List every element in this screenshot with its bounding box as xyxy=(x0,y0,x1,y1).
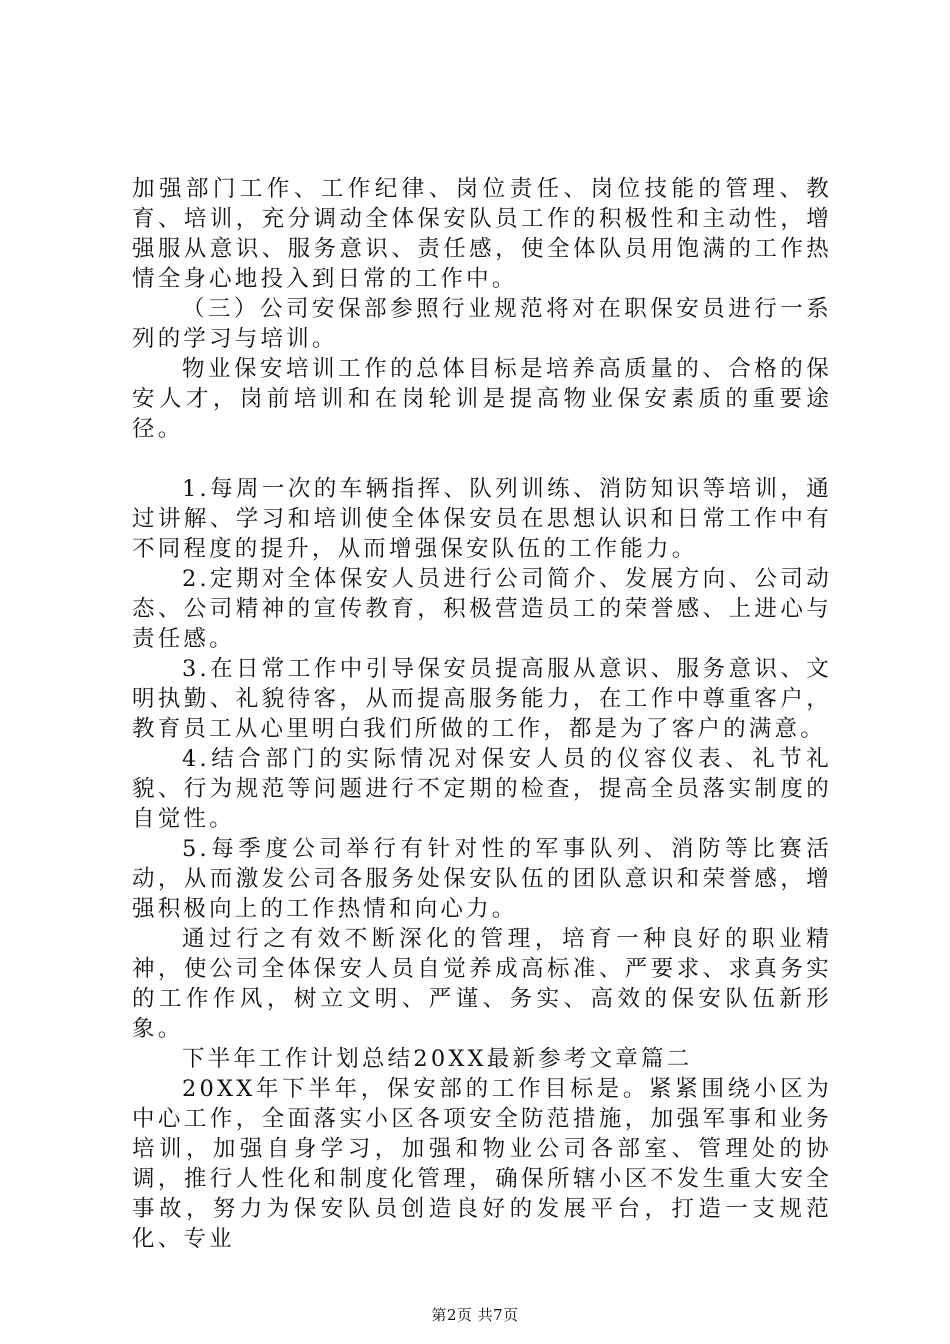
paragraph-continuation: 加强部门工作、工作纪律、岗位责任、岗位技能的管理、教育、培训，充分调动全体保安队员工作的积极性和主动性，增强服从意识、服务意识、责任感，使全体队员用饱满的工作热情全身心地投入到日常的工作中。 xyxy=(132,176,832,292)
paragraph-training-goal: 物业保安培训工作的总体目标是培养高质量的、合格的保安人才，岗前培训和在岗轮训是提高物业保安素质的重要途径。 xyxy=(132,356,832,442)
document-body xyxy=(132,174,832,1254)
section-heading-part-two: 下半年工作计划总结20XX最新参考文章篇二 xyxy=(182,1046,693,1072)
paragraph-part-two-goal: 20XX年下半年，保安部的工作目标是。紧紧围绕小区为中心工作，全面落实小区各项安全防范措施，加强军事和业务培训，加强自身学习，加强和物业公司各部室、管理处的协调，推行人性化和制度化管理，确保所辖小区不发生重大安全事故，努力为保安队员创造良好的发展平台，打造一支规范化、专业 xyxy=(132,1076,832,1252)
list-item-1: 1.每周一次的车辆指挥、队列训练、消防知识等培训，通过讲解、学习和培训使全体保安员在思想认识和日常工作中有不同程度的提升，从而增强保安队伍的工作能力。 xyxy=(132,476,832,562)
paragraph-summary: 通过行之有效不断深化的管理，培育一种良好的职业精神，使公司全体保安人员自觉养成高标准、严要求、求真务实的工作作风，树立文明、严谨、务实、高效的保安队伍新形象。 xyxy=(132,926,832,1042)
list-item-5: 5.每季度公司举行有针对性的军事队列、消防等比赛活动，从而激发公司各服务处保安队伍的团队意识和荣誉感，增强积极向上的工作热情和向心力。 xyxy=(132,836,832,922)
list-item-3: 3.在日常工作中引导保安员提高服从意识、服务意识、文明执勤、礼貌待客，从而提高服务能力，在工作中尊重客户，教育员工从心里明白我们所做的工作，都是为了客户的满意。 xyxy=(132,656,832,742)
list-item-2: 2.定期对全体保安人员进行公司简介、发展方向、公司动态、公司精神的宣传教育，积极营造员工的荣誉感、上进心与责任感。 xyxy=(132,566,832,652)
list-item-4: 4.结合部门的实际情况对保安人员的仪容仪表、礼节礼貌、行为规范等问题进行不定期的检查，提高全员落实制度的自觉性。 xyxy=(132,746,832,832)
paragraph-section-three: （三）公司安保部参照行业规范将对在职保安员进行一系列的学习与培训。 xyxy=(132,296,832,352)
page-number-footer: 第2页 共7页 xyxy=(431,1306,519,1324)
